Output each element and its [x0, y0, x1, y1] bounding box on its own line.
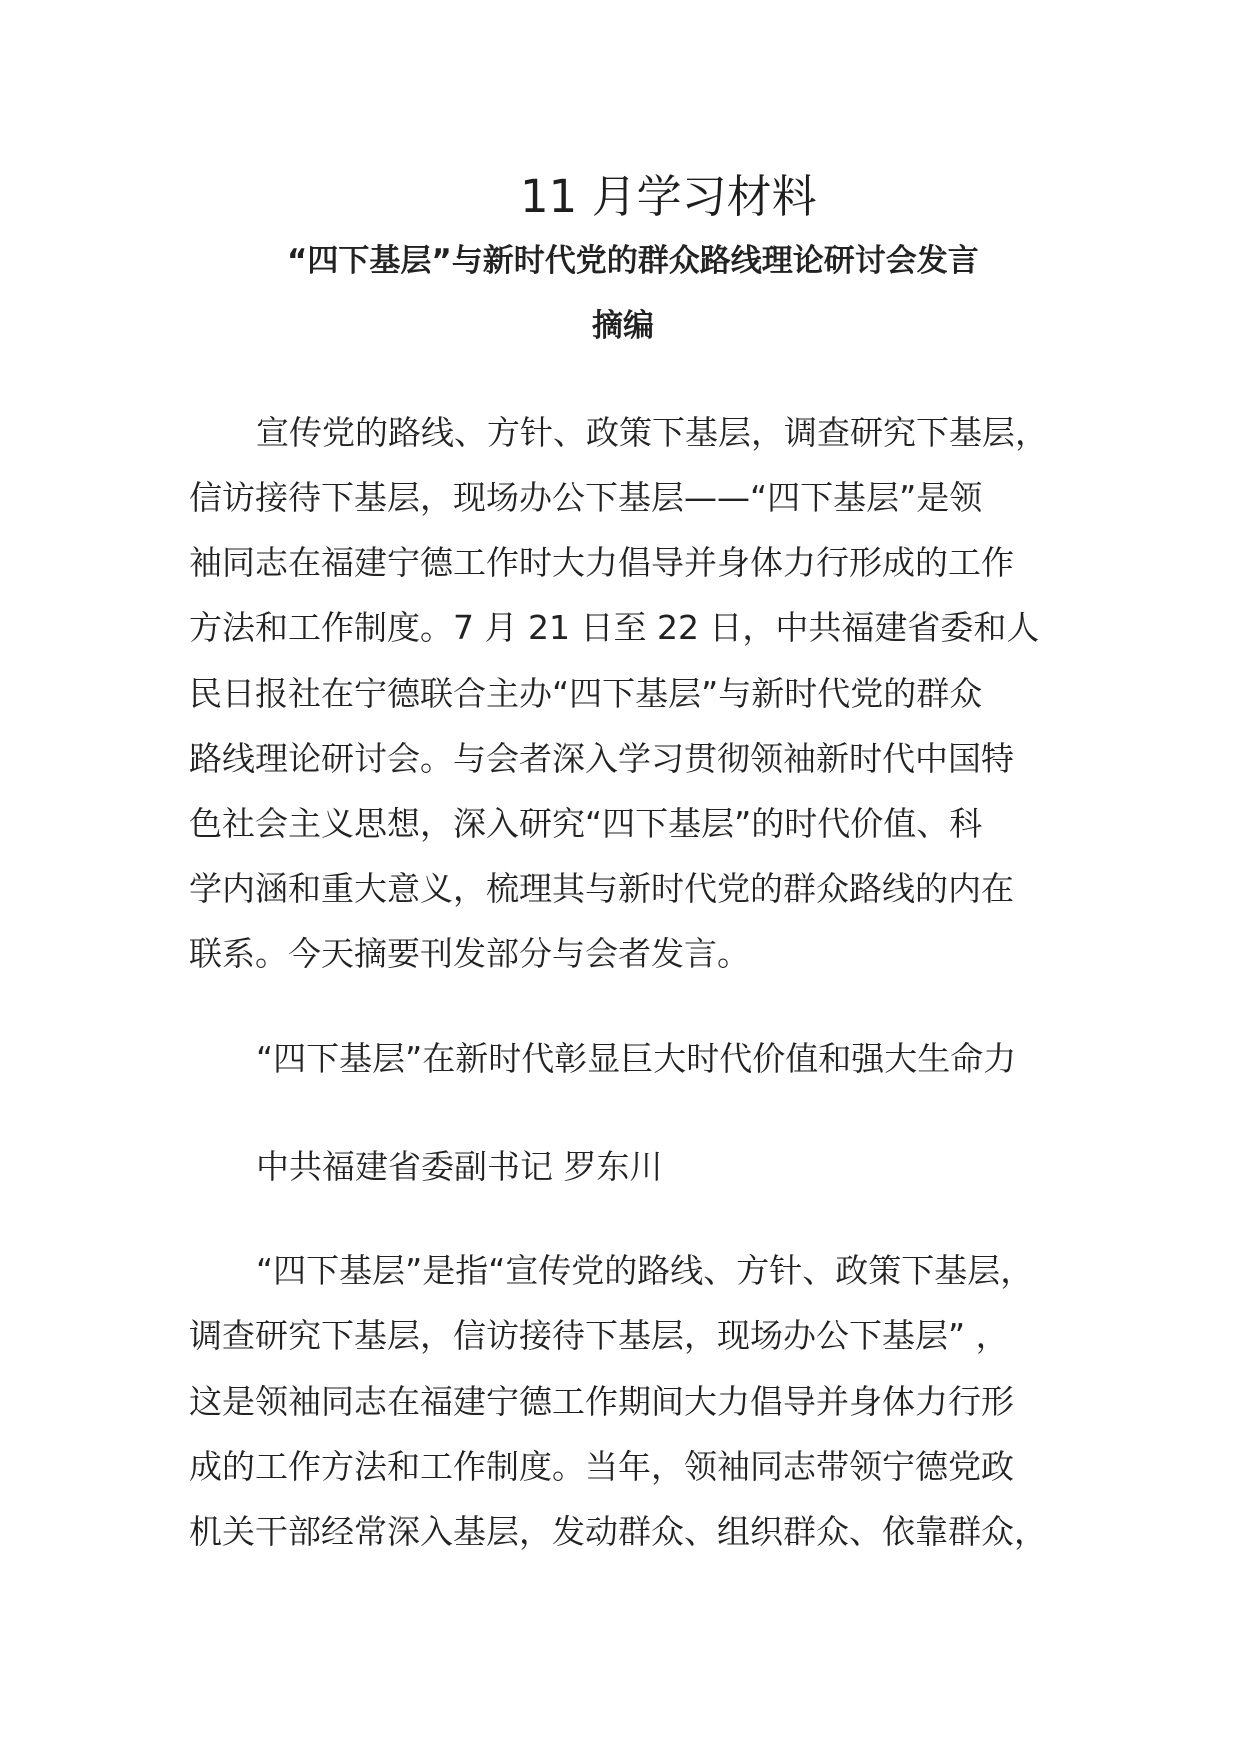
paragraph-line: 信访接待下基层，现场办公下基层——“四下基层”是领: [189, 478, 983, 517]
paragraph-line: 成的工作方法和工作制度。当年，领袖同志带领宁德党政: [189, 1447, 1014, 1486]
paragraph-line: 学内涵和重大意义，梳理其与新时代党的群众路线的内在: [189, 869, 1014, 908]
author-line: 中共福建省委副书记 罗东川: [256, 1147, 663, 1186]
paragraph-line: 色社会主义思想，深入研究“四下基层”的时代价值、科: [189, 804, 983, 843]
section-heading: “四下基层”在新时代彰显巨大时代价值和强大生命力: [256, 1039, 1017, 1078]
paragraph-line: 机关干部经常深入基层，发动群众、组织群众、依靠群众，: [189, 1512, 1047, 1551]
paragraph-line: 宣传党的路线、方针、政策下基层，调查研究下基层，: [256, 413, 1048, 452]
paragraph-line: 联系。今天摘要刊发部分与会者发言。: [189, 934, 750, 973]
paragraph-line: 方法和工作制度。7 月 21 日至 22 日，中共福建省委和人: [189, 608, 1040, 647]
document-title: 11 月学习材料: [520, 170, 817, 223]
paragraph-line: 袖同志在福建宁德工作时大力倡导并身体力行形成的工作: [189, 543, 1014, 582]
document-subtitle-line: “四下基层”与新时代党的群众路线理论研讨会发言: [287, 243, 979, 279]
paragraph-line: 民日报社在宁德联合主办“四下基层”与新时代党的群众: [189, 674, 983, 713]
paragraph-line: 这是领袖同志在福建宁德工作期间大力倡导并身体力行形: [189, 1382, 1014, 1421]
document-subtitle-line: 摘编: [592, 308, 654, 344]
paragraph-line: 路线理论研讨会。与会者深入学习贯彻领袖新时代中国特: [189, 739, 1014, 778]
paragraph-line: 调查研究下基层，信访接待下基层，现场办公下基层” ，: [189, 1316, 1009, 1355]
paragraph-line: “四下基层”是指“宣传党的路线、方针、政策下基层，: [256, 1251, 1034, 1290]
